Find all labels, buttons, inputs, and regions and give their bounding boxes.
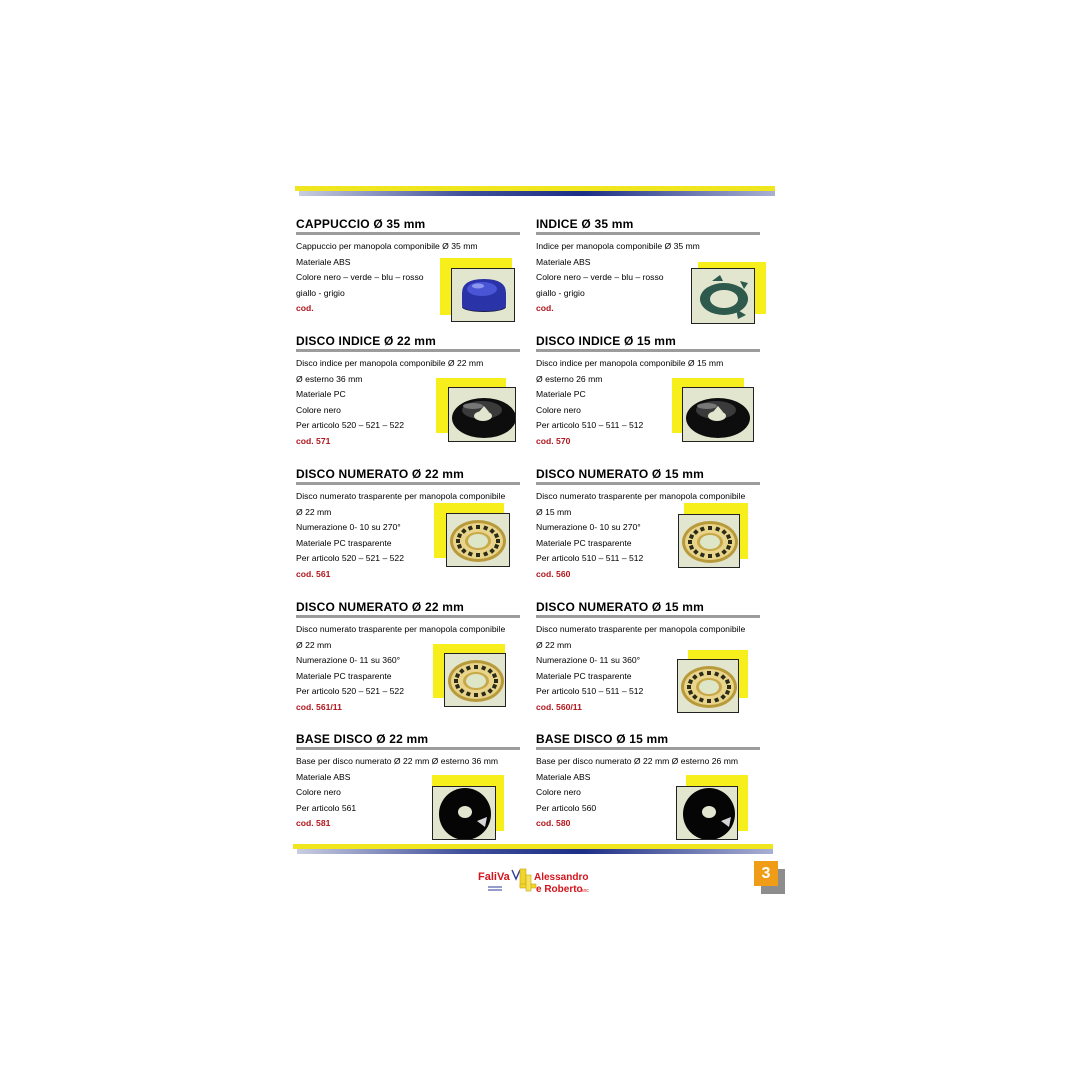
product-spec-line: Materiale ABS (296, 256, 351, 267)
photo-frame (448, 387, 516, 442)
svg-text:snc: snc (581, 888, 589, 894)
product-spec-line: Per articolo 510 – 511 – 512 (536, 420, 644, 431)
product-code: cod. 571 (296, 435, 331, 446)
product-spec-line: Materiale PC (536, 389, 586, 400)
svg-text:e Roberto: e Roberto (536, 884, 583, 895)
product-code: cod. (536, 303, 554, 314)
page-number: 3 (754, 861, 778, 886)
title-rule (296, 615, 520, 618)
product-spec-line: Colore nero (536, 787, 581, 798)
title-rule (536, 747, 760, 750)
top-band (295, 186, 775, 196)
product-title: DISCO NUMERATO Ø 22 mm (296, 467, 464, 481)
product-spec-line: Materiale ABS (296, 771, 351, 782)
product-spec-line: Per articolo 520 – 521 – 522 (296, 420, 404, 431)
title-rule (296, 747, 520, 750)
product-spec-line: Colore nero (296, 404, 341, 415)
product-spec-line: Ø esterno 36 mm (296, 373, 363, 384)
title-rule (536, 482, 760, 485)
product-spec-line: Ø esterno 26 mm (536, 373, 603, 384)
product-code: cod. (296, 303, 314, 314)
photo-frame (677, 659, 739, 713)
product-spec-line: Per articolo 510 – 511 – 512 (536, 686, 644, 697)
title-rule (296, 349, 520, 352)
bottom-band (293, 844, 773, 854)
product-spec-line: Materiale PC trasparente (296, 537, 392, 548)
product-spec-line: Numerazione 0- 11 su 360° (296, 655, 401, 666)
product-title: DISCO NUMERATO Ø 15 mm (536, 467, 704, 481)
product-spec-line: giallo - grigio (536, 287, 585, 298)
product-code: cod. 560 (536, 568, 571, 579)
title-rule (536, 349, 760, 352)
product-code: cod. 561 (296, 568, 331, 579)
product-spec-line: Disco indice per manopola componibile Ø 15 mm (536, 358, 724, 368)
product-spec-line: Indice per manopola componibile Ø 35 mm (536, 241, 700, 251)
product-spec-line: Per articolo 520 – 521 – 522 (296, 553, 404, 564)
product-spec-line: Per articolo 560 (536, 802, 597, 813)
product-spec-line: Disco indice per manopola componibile Ø 22 mm (296, 358, 484, 368)
company-logo (476, 867, 616, 899)
product-spec-line: Per articolo 520 – 521 – 522 (296, 686, 404, 697)
product-spec-line: Base per disco numerato Ø 22 mm Ø esterno 36 mm (296, 756, 499, 766)
product-spec-line: Per articolo 510 – 511 – 512 (536, 553, 644, 564)
product-spec-line: Materiale PC trasparente (536, 670, 632, 681)
product-code: cod. 560/11 (536, 701, 582, 712)
product-spec-line: Disco numerato trasparente per manopola componibile (536, 491, 746, 501)
product-code: cod. 570 (536, 435, 571, 446)
product-spec-line: Ø 22 mm (296, 639, 332, 650)
product-spec-line: Colore nero – verde – blu – rosso (296, 272, 424, 283)
product-spec-line: Ø 15 mm (536, 506, 572, 517)
product-spec-line: Disco numerato trasparente per manopola componibile (296, 491, 506, 501)
product-spec-line: Numerazione 0- 11 su 360° (536, 655, 641, 666)
photo-frame (451, 268, 515, 322)
photo-frame (432, 786, 496, 840)
title-rule (536, 232, 760, 235)
product-spec-line: Materiale PC trasparente (296, 670, 392, 681)
photo-frame (682, 387, 754, 442)
photo-frame (446, 513, 510, 567)
photo-frame (444, 653, 506, 707)
product-spec-line: Base per disco numerato Ø 22 mm Ø esterno 26 mm (536, 756, 739, 766)
product-title: INDICE Ø 35 mm (536, 217, 634, 231)
product-spec-line: Colore nero – verde – blu – rosso (536, 272, 664, 283)
title-rule (296, 232, 520, 235)
svg-text:FaliVa: FaliVa (478, 871, 510, 883)
product-spec-line: giallo - grigio (296, 287, 345, 298)
product-spec-line: Numerazione 0- 10 su 270° (296, 522, 401, 533)
product-title: DISCO NUMERATO Ø 22 mm (296, 600, 464, 614)
product-spec-line: Materiale ABS (536, 256, 591, 267)
product-title: DISCO INDICE Ø 22 mm (296, 334, 437, 348)
product-spec-line: Disco numerato trasparente per manopola componibile (536, 624, 746, 634)
title-rule (536, 615, 760, 618)
photo-frame (691, 268, 755, 324)
photo-frame (678, 514, 740, 568)
photo-frame (676, 786, 738, 840)
product-spec-line: Ø 22 mm (296, 506, 332, 517)
svg-text:Alessandro: Alessandro (534, 872, 589, 883)
product-spec-line: Ø 22 mm (536, 639, 572, 650)
product-title: DISCO INDICE Ø 15 mm (536, 334, 677, 348)
product-spec-line: Per articolo 561 (296, 802, 357, 813)
product-title: DISCO NUMERATO Ø 15 mm (536, 600, 704, 614)
product-spec-line: Colore nero (296, 787, 341, 798)
product-spec-line: Numerazione 0- 10 su 270° (536, 522, 641, 533)
product-title: CAPPUCCIO Ø 35 mm (296, 217, 426, 231)
product-spec-line: Materiale PC trasparente (536, 537, 632, 548)
product-title: BASE DISCO Ø 15 mm (536, 732, 669, 746)
title-rule (296, 482, 520, 485)
product-title: BASE DISCO Ø 22 mm (296, 732, 429, 746)
product-spec-line: Cappuccio per manopola componibile Ø 35 mm (296, 241, 478, 251)
product-code: cod. 581 (296, 818, 331, 829)
product-code: cod. 580 (536, 818, 571, 829)
product-spec-line: Materiale ABS (536, 771, 591, 782)
product-spec-line: Materiale PC (296, 389, 346, 400)
product-spec-line: Disco numerato trasparente per manopola componibile (296, 624, 506, 634)
product-code: cod. 561/11 (296, 701, 342, 712)
product-spec-line: Colore nero (536, 404, 581, 415)
